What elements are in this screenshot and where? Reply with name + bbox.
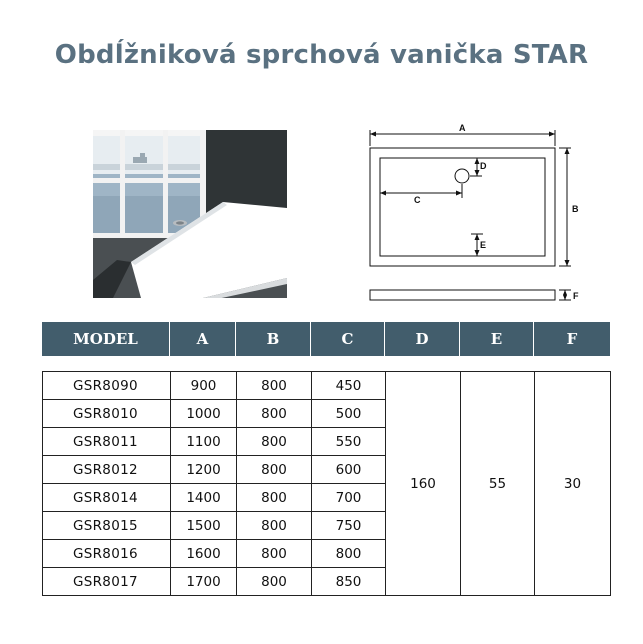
cell-b: 800: [237, 372, 312, 400]
cell-a: 1500: [171, 512, 237, 540]
header-f: F: [534, 322, 610, 356]
cell-model: GSR8016: [43, 540, 171, 568]
cell-a: 900: [171, 372, 237, 400]
cell-b: 800: [237, 456, 312, 484]
cell-model: GSR8011: [43, 428, 171, 456]
cell-c: 500: [312, 400, 386, 428]
cell-d-shared: 160: [386, 372, 461, 596]
cell-b: 800: [237, 512, 312, 540]
cell-c: 550: [312, 428, 386, 456]
cell-e-shared: 55: [461, 372, 535, 596]
dim-label-b: B: [572, 204, 579, 214]
cell-c: 800: [312, 540, 386, 568]
cell-model: GSR8017: [43, 568, 171, 596]
dim-label-c: C: [414, 195, 421, 205]
dim-label-a: A: [459, 123, 466, 133]
cell-b: 800: [237, 400, 312, 428]
cell-b: 800: [237, 540, 312, 568]
cell-c: 850: [312, 568, 386, 596]
cell-model: GSR8015: [43, 512, 171, 540]
header-c: C: [311, 322, 385, 356]
cell-a: 1000: [171, 400, 237, 428]
dimensions-table: [42, 371, 611, 596]
cell-c: 700: [312, 484, 386, 512]
dim-label-f: F: [573, 291, 579, 301]
table-row: [43, 372, 611, 400]
page-title: Obdĺžniková sprchová vanička STAR: [54, 40, 589, 70]
cell-model: GSR8012: [43, 456, 171, 484]
cell-model: GSR8090: [43, 372, 171, 400]
product-photo: [93, 130, 287, 298]
header-b: B: [236, 322, 311, 356]
cell-a: 1200: [171, 456, 237, 484]
cell-b: 800: [237, 484, 312, 512]
cell-model: GSR8014: [43, 484, 171, 512]
header-d: D: [385, 322, 460, 356]
cell-c: 450: [312, 372, 386, 400]
cell-a: 1100: [171, 428, 237, 456]
table-header: [42, 322, 610, 356]
header-model: MODEL: [42, 322, 170, 356]
cell-a: 1700: [171, 568, 237, 596]
cell-b: 800: [237, 568, 312, 596]
cell-b: 800: [237, 428, 312, 456]
dim-label-e: E: [480, 240, 487, 250]
cell-a: 1600: [171, 540, 237, 568]
cell-a: 1400: [171, 484, 237, 512]
header-a: A: [170, 322, 236, 356]
cell-model: GSR8010: [43, 400, 171, 428]
header-e: E: [460, 322, 534, 356]
dimension-drawing: [362, 120, 592, 310]
cell-c: 600: [312, 456, 386, 484]
dim-label-d: D: [480, 161, 487, 171]
cell-c: 750: [312, 512, 386, 540]
cell-f-shared: 30: [535, 372, 611, 596]
